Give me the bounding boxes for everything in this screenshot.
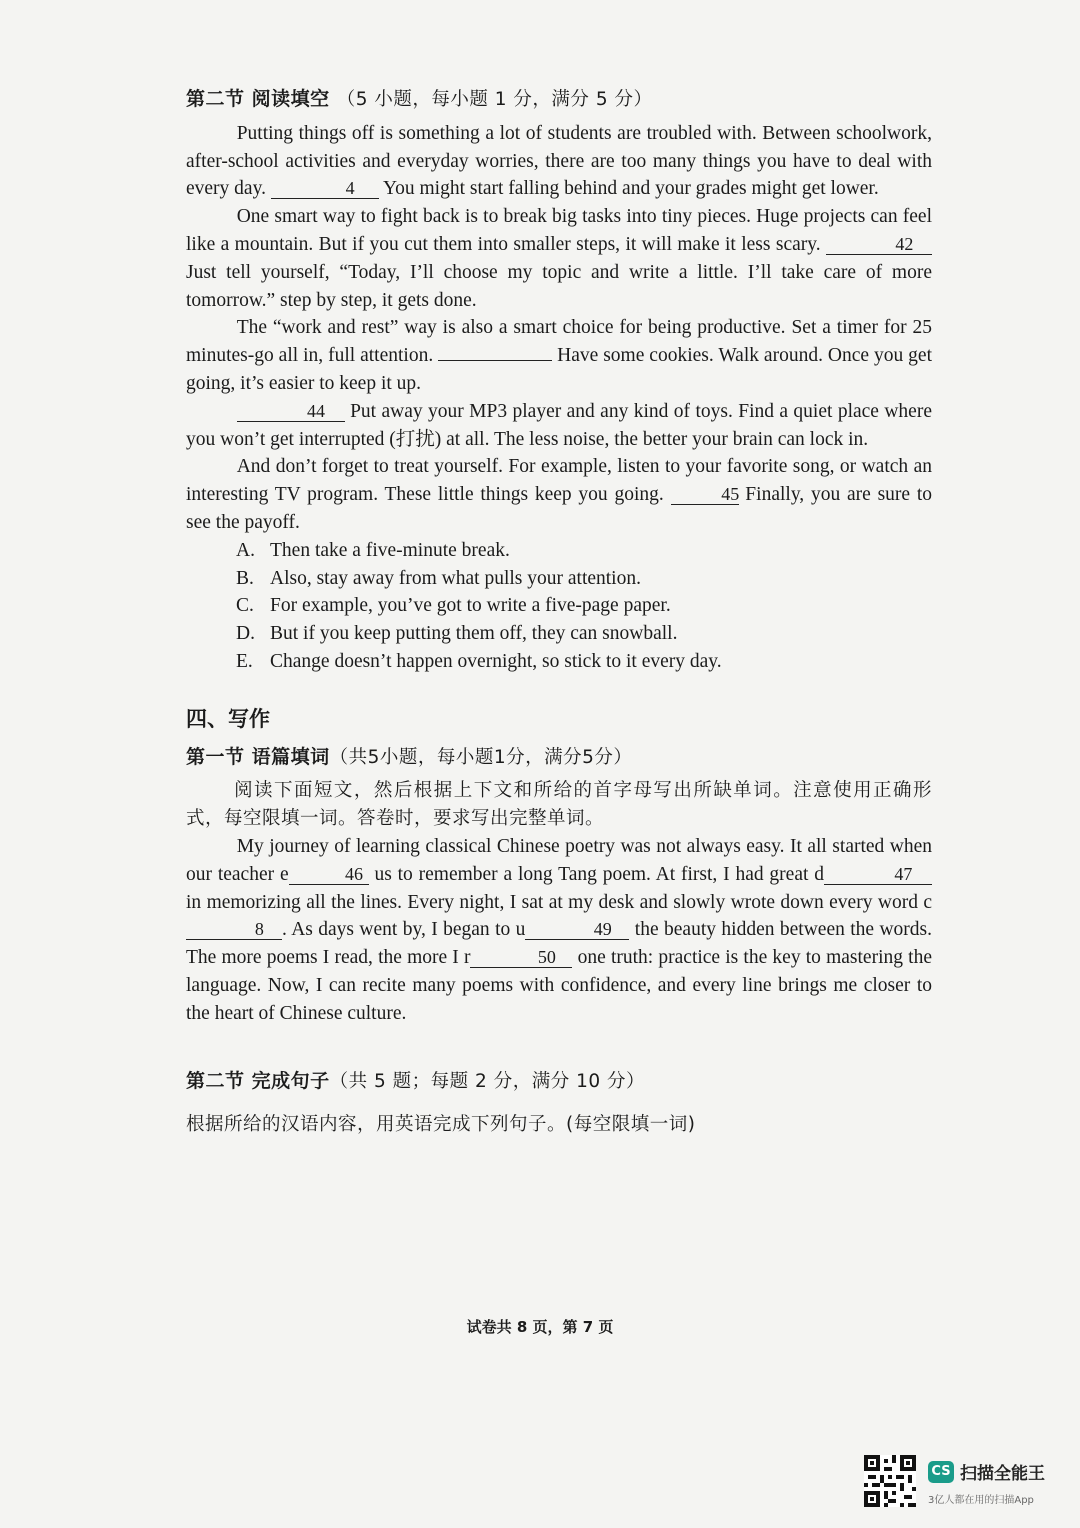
scanner-tagline: 3亿人都在用的扫描App <box>928 1495 1034 1506</box>
text: One smart way to fight back is to break big tasks into tiny pieces. Huge projects can feel like a mountain. But if you cut them into smaller steps, it will make it less scary. <box>186 206 932 255</box>
option-list <box>236 537 932 676</box>
text: And don’t forget to treat yourself. For example, listen to your favorite song, or watch an interesting TV program. These little things keep you going. <box>186 456 932 506</box>
text: one truth: practice is the key to mastering the language. Now, I can recite many poems with confidence, and every line brings me closer to the heart of Chinese culture. <box>186 947 932 1024</box>
text: the beauty hidden between the words. The more poems I read, the more I r <box>186 919 933 969</box>
blank-45: 45 <box>671 484 739 505</box>
blank-48: 8 <box>186 919 282 940</box>
option-e <box>236 648 932 676</box>
option-a <box>236 537 932 565</box>
option-key: C. <box>236 595 254 617</box>
option-text: Also, stay away from what pulls your attention. <box>270 567 641 589</box>
text: Put away your MP3 player and any kind of toys. Find a quiet place where you won’t get interrupted (打扰) at all. The less noise, the better your brain can lock in. <box>186 400 932 450</box>
reading-paragraph-1 <box>186 120 932 203</box>
text: Just tell yourself, “Today, I’ll choose my topic and write a little. I’ll take care of more tomorrow.” step by step, it gets done. <box>186 261 932 311</box>
qr-code-icon <box>864 1455 916 1507</box>
text: Have some cookies. Walk around. Once you get going, it’s easier to keep it up. <box>186 345 932 394</box>
blank-46: 46 <box>289 864 369 885</box>
blank-50: 50 <box>470 947 572 968</box>
reading-heading-title: 第二节 阅读填空 <box>186 88 330 110</box>
option-key: D. <box>236 623 255 645</box>
blank-44: 44 <box>237 401 345 422</box>
option-key: B. <box>236 567 254 589</box>
page-content <box>186 86 932 1139</box>
scanner-watermark <box>864 1455 1064 1511</box>
blank-43 <box>438 360 552 361</box>
text: Putting things off is something a lot of students are troubled with. Between schoolwork, after-school activities and everyday worries, there are too many things you have to deal with every day. <box>186 122 932 200</box>
blank-41: 4 <box>271 178 379 199</box>
option-text: But if you keep putting them off, they can snowball. <box>270 623 678 645</box>
text: You might start falling behind and your grades might get lower. <box>378 178 879 200</box>
option-text: Change doesn’t happen overnight, so stick to it every day. <box>270 650 722 672</box>
text: The “work and rest” way is also a smart choice for being productive. Set a timer for 25 minutes-go all in, full attention. <box>186 317 932 367</box>
blank-49: 49 <box>525 919 629 940</box>
text: . As days went by, I began to u <box>282 919 526 941</box>
sentence-heading-title: 第二节 完成句子 <box>186 1069 330 1092</box>
camscanner-logo-icon: CS <box>928 1461 954 1483</box>
text: Finally, you are sure to see the payoff. <box>186 484 932 533</box>
text: in memorizing all the lines. Every night, I sat at my desk and slowly wrote down every word c <box>186 891 932 913</box>
cloze-section-heading <box>186 744 932 772</box>
reading-paragraph-3 <box>186 314 932 397</box>
option-text: Then take a five-minute break. <box>270 539 510 561</box>
reading-heading-note: （5 小题，每小题 1 分，满分 5 分） <box>336 89 653 110</box>
cloze-heading-title: 第一节 语篇填词 <box>186 745 330 768</box>
sentence-heading-note: （共 5 题；每题 2 分，满分 10 分） <box>329 1070 645 1092</box>
option-c <box>236 592 932 620</box>
reading-section-heading <box>186 86 932 114</box>
option-b <box>236 565 932 593</box>
blank-47: 47 <box>824 864 932 885</box>
option-text: For example, you’ve got to write a five-page paper. <box>270 595 671 617</box>
sentence-section-heading <box>186 1068 932 1096</box>
option-key: A. <box>236 539 255 561</box>
page-footer: 试卷共 8 页，第 7 页 <box>466 1318 614 1336</box>
text: us to remember a long Tang poem. At first, I had great d <box>368 863 824 885</box>
reading-paragraph-4 <box>186 398 932 454</box>
cloze-passage <box>186 833 932 1028</box>
cloze-heading-note: （共5小题，每小题1分，满分5分） <box>329 746 633 768</box>
scanner-app-name: 扫描全能王 <box>960 1464 1045 1484</box>
reading-paragraph-2 <box>186 203 932 314</box>
cloze-instruction: 阅读下面短文，然后根据上下文和所给的首字母写出所缺单词。注意使用正确形式，每空限填一词。答卷时，要求写出完整单词。 <box>186 780 932 830</box>
reading-paragraph-5 <box>186 453 932 536</box>
sentence-instruction: 根据所给的汉语内容，用英语完成下列句子。(每空限填一词) <box>186 1114 696 1136</box>
option-key: E. <box>236 650 253 672</box>
blank-42: 42 <box>826 234 932 255</box>
option-d <box>236 620 932 648</box>
text: My journey of learning classical Chinese poetry was not always easy. It all started when our teacher e <box>186 835 932 885</box>
writing-part-heading: 四、写作 <box>186 706 270 731</box>
